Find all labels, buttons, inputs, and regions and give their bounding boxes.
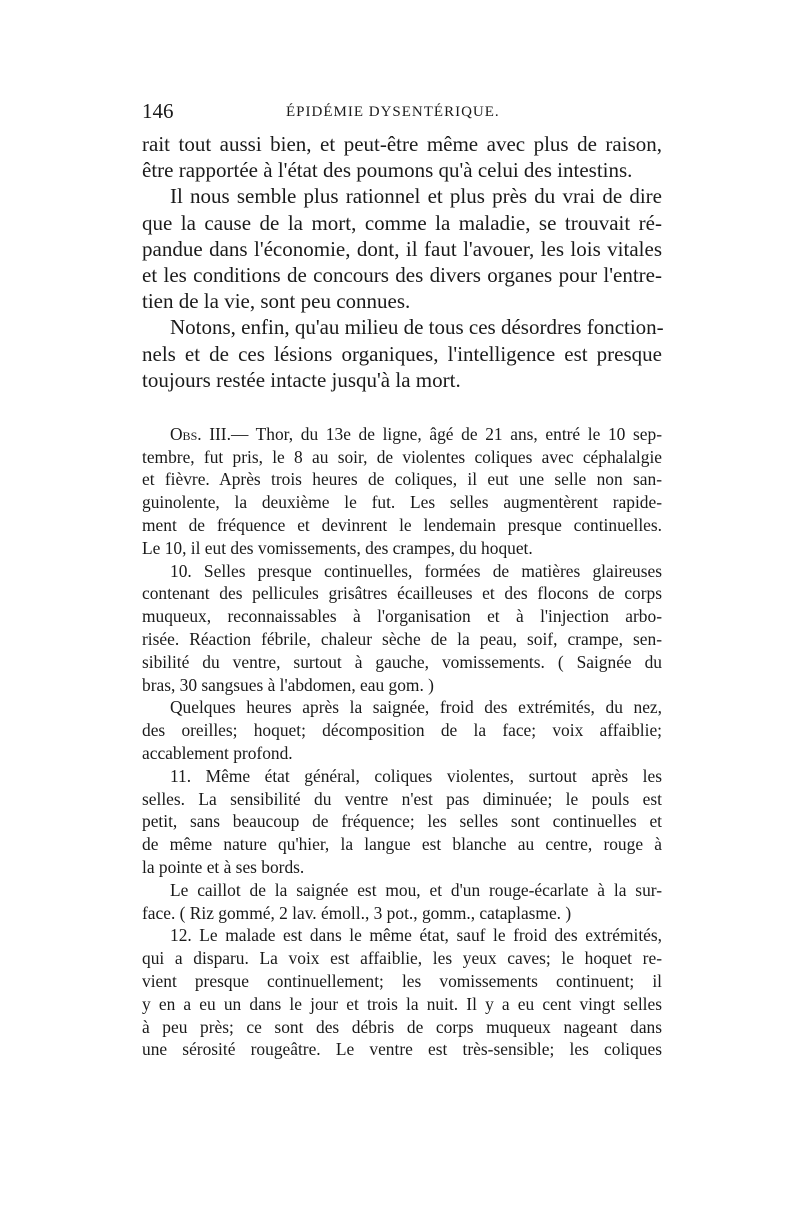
text-line: sibilité du ventre, surtout à gauche, vomissements. ( Saignée du (142, 651, 662, 672)
text-line (142, 423, 662, 446)
observation-first-line: — Thor, du 13e de ligne, âgé de 21 ans, entré le 10 sep- (230, 423, 662, 444)
text-line: la pointe et à ses bords. (142, 857, 305, 878)
paragraph-day-11 (142, 765, 662, 879)
paragraph-day-12 (142, 924, 662, 1061)
paragraph-clot (142, 879, 662, 925)
text-line: Le caillot de la saignée est mou, et d'un rouge-écarlate à la sur- (170, 879, 662, 900)
text-line: selles. La sensibilité du ventre n'est pas diminuée; le pouls est (142, 788, 662, 809)
page-number: 146 (142, 99, 174, 123)
text-line: et les conditions de concours des divers organes pour l'entre- (142, 262, 662, 287)
text-line: toujours restée intacte jusqu'à la mort. (142, 367, 461, 392)
text-line: muqueux, reconnaissables à l'organisation et à l'injection arbo- (142, 606, 662, 627)
text-line: Il nous semble plus rationnel et plus près du vrai de dire (170, 184, 662, 209)
text-line: de même nature qu'hier, la langue est blanche au centre, rouge à (142, 834, 662, 855)
text-line: que la cause de la mort, comme la maladie, se trouvait ré- (142, 210, 662, 235)
text-line: 12. Le malade est dans le même état, sauf le froid des extrémités, (170, 925, 662, 946)
paragraph-1 (142, 131, 662, 183)
page-header (142, 98, 662, 124)
text-line: rait tout aussi bien, et peut-être même avec plus de raison, (142, 132, 662, 156)
observation-label: Obs. III. (170, 423, 231, 444)
text-line: guinolente, la deuxième le fut. Les selles augmentèrent rapide- (142, 492, 662, 513)
paragraph-3 (142, 314, 662, 393)
text-line: et fièvre. Après trois heures de coliques, il eut une selle non san- (142, 469, 662, 490)
text-line: Quelques heures après la saignée, froid des extrémités, du nez, (170, 697, 662, 718)
text-line: contenant des pellicules grisâtres écailleuses et des flocons de corps (142, 583, 662, 604)
paragraph-2 (142, 183, 662, 314)
paragraph-day-10 (142, 560, 662, 697)
text-line: qui a disparu. La voix est affaiblie, les yeux caves; le hoquet re- (142, 948, 662, 969)
text-line: nels et de ces lésions organiques, l'intelligence est presque (142, 341, 662, 366)
body-text (142, 131, 662, 1061)
running-title: ÉPIDÉMIE DYSENTÉRIQUE. (286, 104, 500, 120)
text-line: y en a eu un dans le jour et trois la nuit. Il y a eu cent vingt selles (142, 993, 662, 1014)
text-line: ment de fréquence et devinrent le lendemain presque continuelles. (142, 515, 662, 536)
text-line: Notons, enfin, qu'au milieu de tous ces désordres fonction- (170, 315, 664, 340)
text-line: petit, sans beaucoup de fréquence; les selles sont continuelles et (142, 811, 662, 832)
text-line: à peu près; ce sont des débris de corps muqueux nageant dans (142, 1016, 662, 1037)
text-line: bras, 30 sangsues à l'abdomen, eau gom. ) (142, 674, 434, 695)
text-line: accablement profond. (142, 743, 293, 764)
text-line: des oreilles; hoquet; décomposition de la face; voix affaiblie; (142, 720, 662, 741)
text-line: tembre, fut pris, le 8 au soir, de violentes coliques avec céphalalgie (142, 446, 662, 467)
paragraph-after-bleeding (142, 696, 662, 764)
text-line: face. ( Riz gommé, 2 lav. émoll., 3 pot., gomm., cataplasme. ) (142, 902, 572, 923)
text-line: 11. Même état général, coliques violentes, surtout après les (170, 765, 662, 786)
text-line: risée. Réaction fébrile, chaleur sèche de la peau, soif, crampe, sen- (142, 629, 662, 650)
text-line: vient presque continuellement; les vomissements continuent; il (142, 971, 662, 991)
text-line: pandue dans l'économie, dont, il faut l'avouer, les lois vitales (142, 236, 662, 261)
text-line: tien de la vie, sont peu connues. (142, 289, 411, 314)
text-line: Le 10, il eut des vomissements, des crampes, du hoquet. (142, 537, 533, 558)
text-line: être rapportée à l'état des poumons qu'à celui des intestins. (142, 158, 633, 183)
text-line: 10. Selles presque continuelles, formées de matières glaireuses (170, 560, 662, 581)
observation-3 (142, 423, 662, 560)
text-line: une sérosité rougeâtre. Le ventre est très-sensible; les coliques (142, 1039, 662, 1060)
